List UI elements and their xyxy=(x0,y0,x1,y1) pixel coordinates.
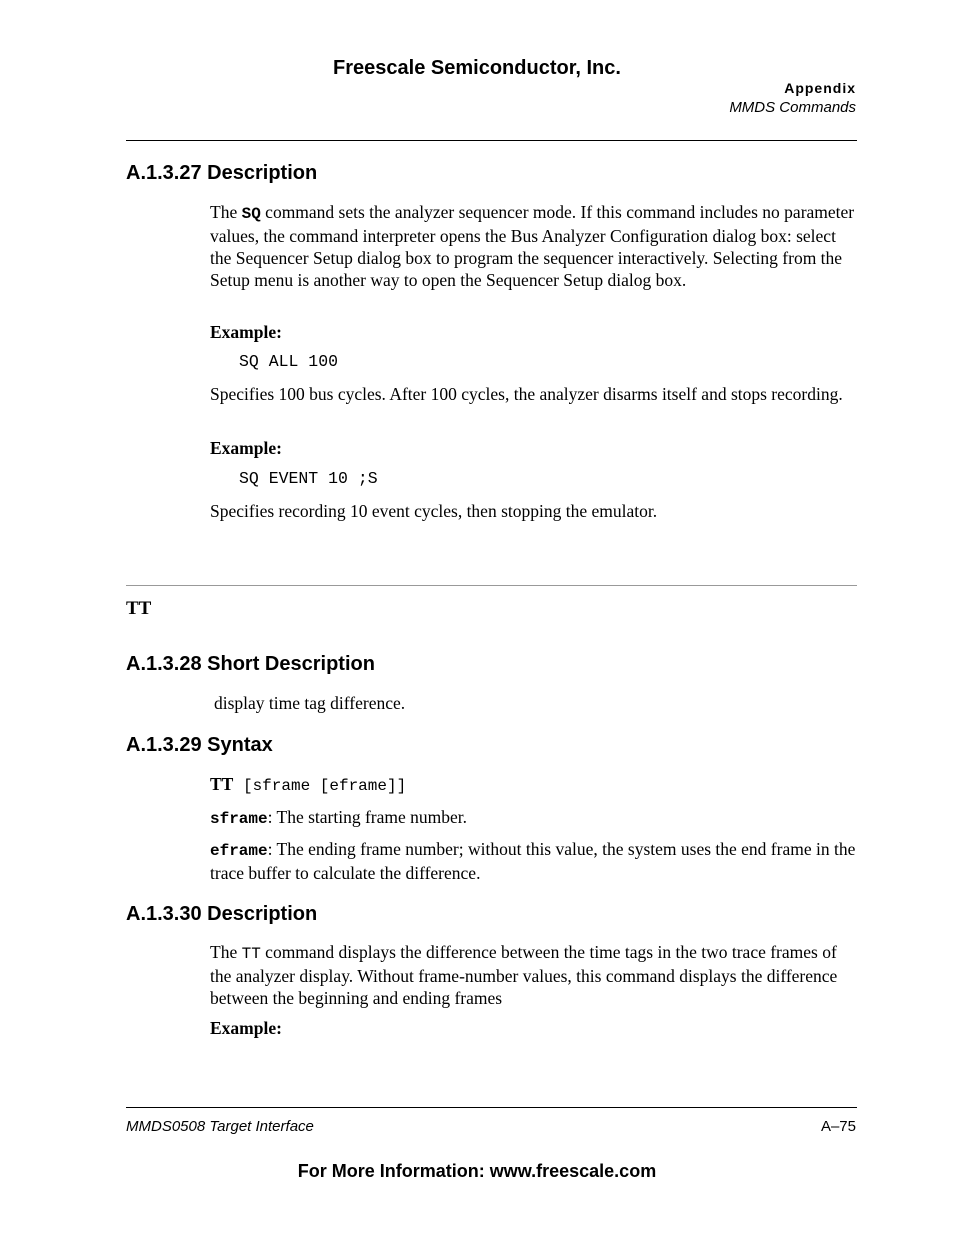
header-rule xyxy=(126,140,857,141)
tt-desc-pre: The xyxy=(210,942,242,962)
footer-more-info: For More Information: www.freescale.com xyxy=(297,1161,657,1181)
brand-header: Freescale Semiconductor, Inc. xyxy=(333,57,621,79)
tt-description-paragraph xyxy=(210,941,857,1009)
sq-description-heading: A.1.3.27 Description xyxy=(126,162,318,184)
footer-rule xyxy=(126,1107,857,1108)
footer-page-number: A–75 xyxy=(820,1118,856,1135)
sq-example-code-2: SQ EVENT 10 ;S xyxy=(239,469,378,488)
sq-desc-pre: The xyxy=(210,202,242,222)
sq-command-name: SQ xyxy=(241,205,261,223)
footer-doc-title: MMDS0508 Target Interface xyxy=(126,1118,314,1135)
section-divider xyxy=(126,585,857,586)
sq-example-text-2: Specifies recording 10 event cycles, then stopping the emulator. xyxy=(210,501,658,521)
eframe-param-name: eframe xyxy=(210,842,268,860)
sq-example-label-2: Example: xyxy=(210,438,282,458)
tt-command-name: TT xyxy=(241,945,261,963)
tt-syntax-heading: A.1.3.29 Syntax xyxy=(126,734,273,756)
tt-command-title: TT xyxy=(126,598,152,619)
tt-syntax-line xyxy=(210,773,857,797)
sframe-param-desc: : The starting frame number. xyxy=(267,807,468,827)
section-label: Appendix xyxy=(784,80,856,96)
sq-example-code-1: SQ ALL 100 xyxy=(239,352,339,371)
tt-syntax-args: [sframe [eframe]] xyxy=(233,777,407,795)
sq-example-label-1: Example: xyxy=(210,322,282,342)
sq-example-text-1: Specifies 100 bus cycles. After 100 cycles, the analyzer disarms itself and stops recording. xyxy=(210,384,843,404)
subsection-label: MMDS Commands xyxy=(729,99,856,116)
tt-desc-post: command displays the difference between the time tags in the two trace frames of the analyzer display. Without frame-number values, this command displays the difference between the beginning and ending frames xyxy=(210,942,838,1008)
tt-description-heading: A.1.3.30 Description xyxy=(126,903,318,925)
eframe-param-desc: : The ending frame number; without this value, the system uses the end frame in the trace buffer to calculate the difference. xyxy=(210,839,856,883)
tt-short-description-text: display time tag difference. xyxy=(214,693,406,713)
tt-sframe-param xyxy=(210,806,857,830)
sq-desc-post: command sets the analyzer sequencer mode. If this command includes no parameter values, the command interpreter opens the Bus Analyzer Configuration dialog box: select the Sequencer Setup dialog box to program the sequencer interactively. Selecting from the Setup menu is another way to open the Sequencer Setup dialog box. xyxy=(210,202,855,290)
tt-eframe-param xyxy=(210,838,857,884)
tt-syntax-command: TT xyxy=(210,774,234,794)
sq-description-paragraph xyxy=(210,201,857,291)
tt-short-description-heading: A.1.3.28 Short Description xyxy=(126,653,375,675)
sframe-param-name: sframe xyxy=(210,810,268,828)
tt-example-label: Example: xyxy=(210,1018,282,1038)
